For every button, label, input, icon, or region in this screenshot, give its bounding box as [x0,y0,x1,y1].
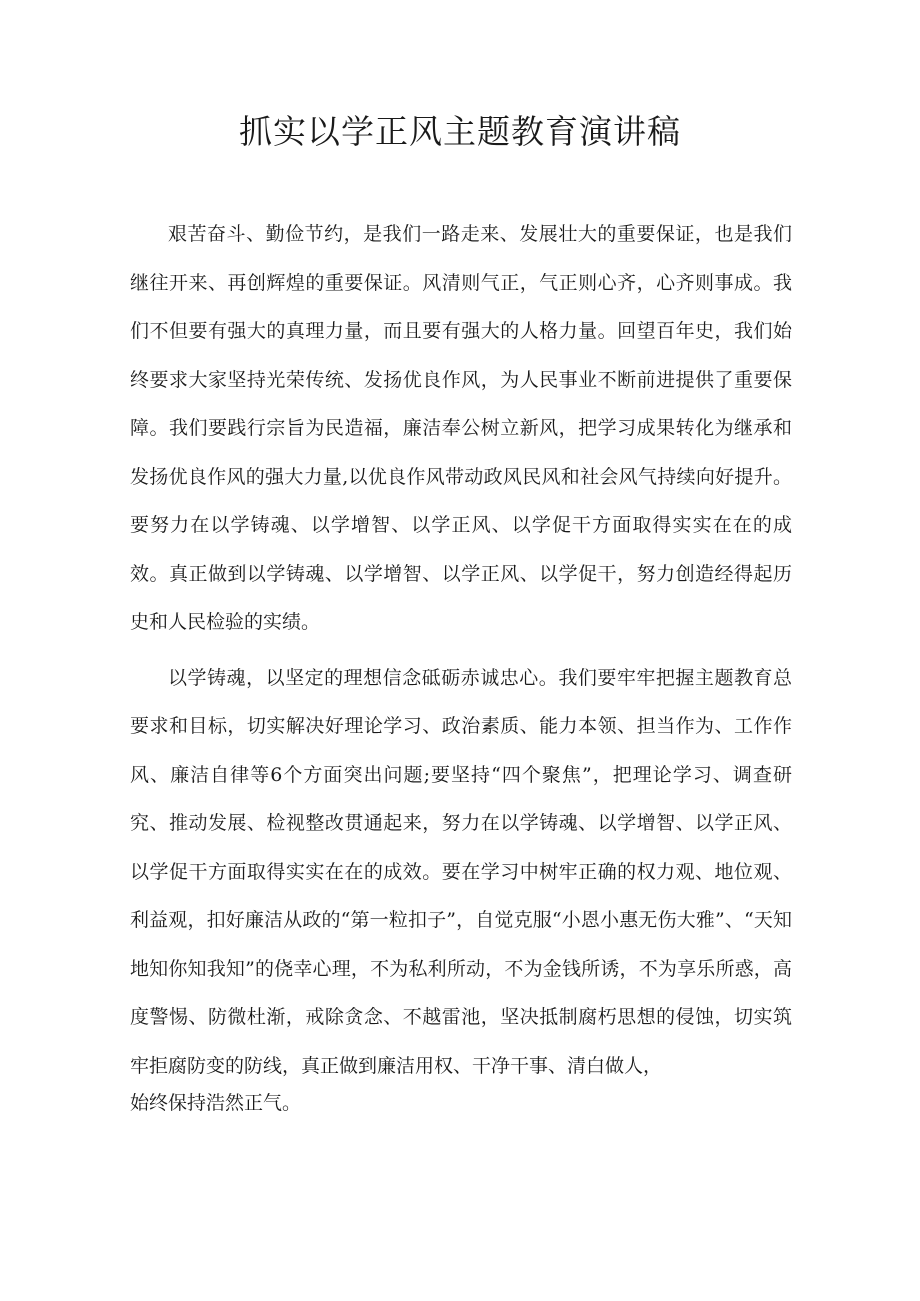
closing-line: 始终保持浩然正气。 [130,1092,302,1114]
paragraph-1: 艰苦奋斗、勤俭节约，是我们一路走来、发展壮大的重要保证，也是我们继往开来、再创辉煌的重要保证。风清则气正，气正则心齐，心齐则事成。我们不但要有强大的真理力量，而且要有强大的人格力量。回望百年史，我们始终要求大家坚持光荣传统、发扬优良作风，为人民事业不断前进提供了重要保障。我们要践行宗旨为民造福，廉洁奉公树立新风，把学习成果转化为继承和发扬优良作风的强大力量,以优良作风带动政风民风和社会风气持续向好提升。要努力在以学铸魂、以学增智、以学正风、以学促干方面取得实实在在的成效。真正做到以学铸魂、以学增智、以学正风、以学促干，努力创造经得起历史和人民检验的实绩。 [130,223,792,633]
document-title: 抓实以学正风主题教育演讲稿 [239,112,681,151]
document-body [130,210,792,1121]
paragraph-2: 以学铸魂，以坚定的理想信念砥砺赤诚忠心。我们要牢牢把握主题教育总要求和目标，切实解决好理论学习、政治素质、能力本领、担当作为、工作作风、廉洁自律等6个方面突出问题;要坚持“四个聚焦”，把理论学习、调查研究、推动发展、检视整改贯通起来，努力在以学铸魂、以学增智、以学正风、以学促干方面取得实实在在的成效。要在学习中树牢正确的权力观、地位观、利益观，扣好廉洁从政的“第一粒扣子”，自觉克服“小恩小惠无伤大雅”、“天知地知你知我知”的侥幸心理，不为私利所动，不为金钱所诱，不为享乐所惑，高度警惕、防微杜渐，戒除贪念、不越雷池，坚决抵制腐朽思想的侵蚀，切实筑牢拒腐防变的防线，真正做到廉洁用权、干净干事、清白做人， [130,666,792,1077]
